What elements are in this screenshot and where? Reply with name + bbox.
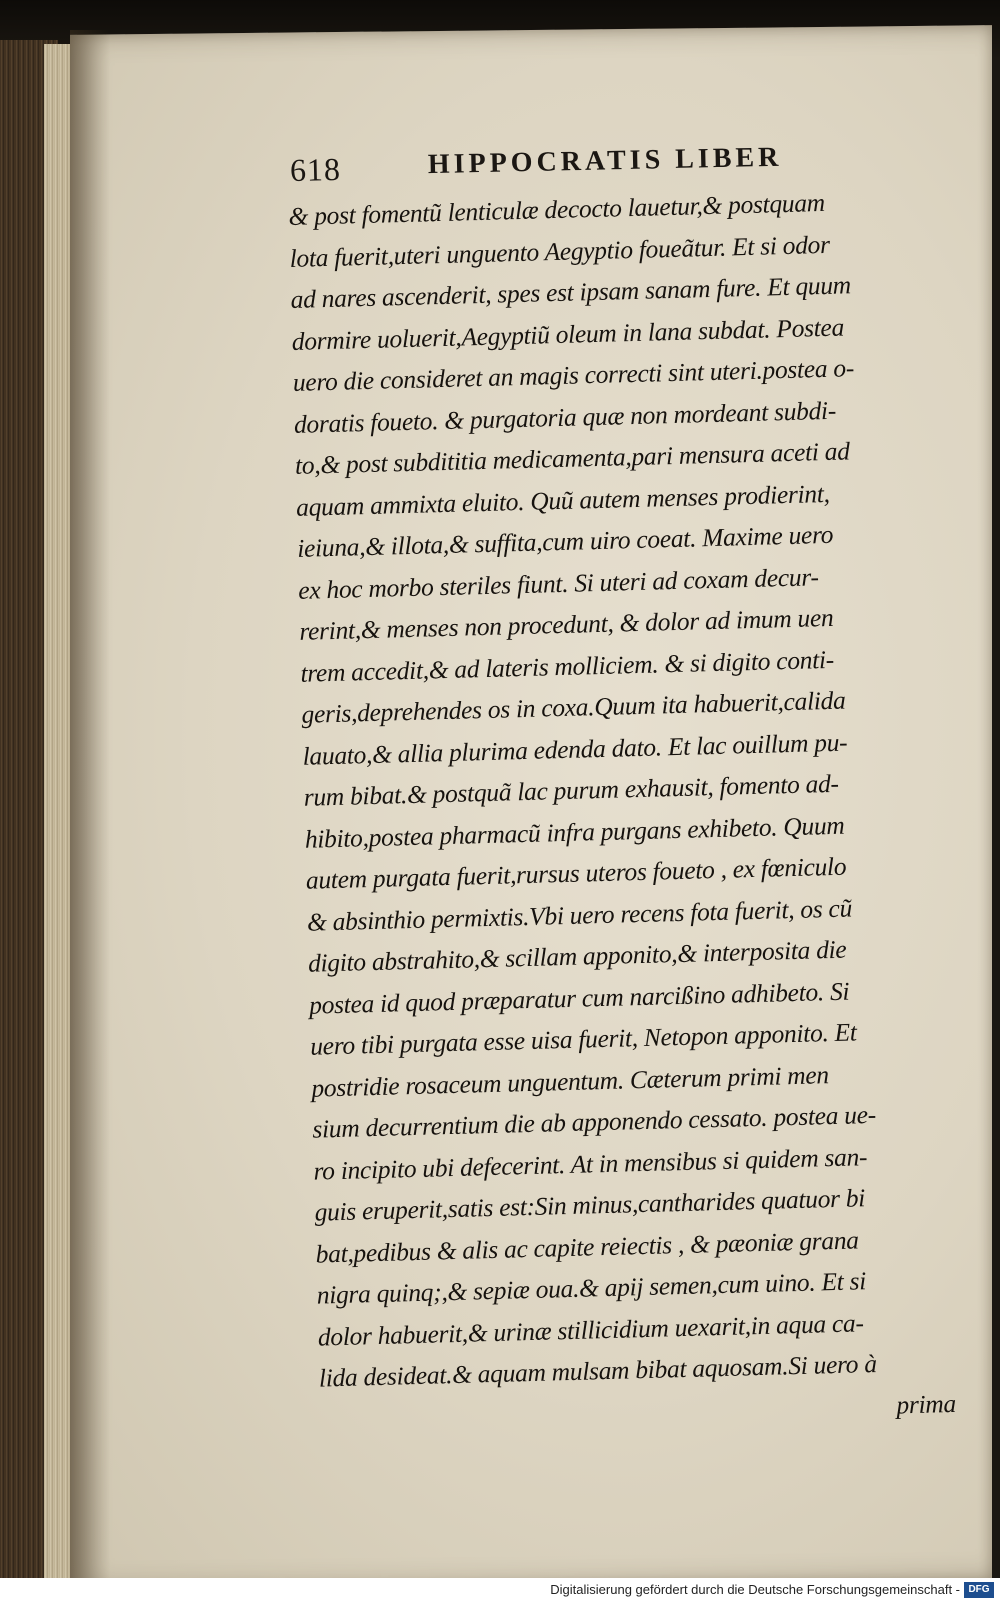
text-line: autem purgata fuerit,rursus uteros foueto , ex fœniculo xyxy=(305,851,847,895)
text-line: to,& post subdititia medicamenta,pari mensura aceti ad xyxy=(294,436,850,480)
dfg-logo: DFG xyxy=(964,1582,994,1598)
text-line: & absinthio permixtis.Vbi uero recens fota fuerit, os cũ xyxy=(306,892,853,937)
credit-strip xyxy=(0,1578,1000,1602)
text-line: guis eruperit,satis est:Sin minus,cantharides quatuor bi xyxy=(314,1183,866,1227)
text-line: uero die consideret an magis correcti sint uteri.postea o- xyxy=(292,353,855,397)
text-line: bat,pedibus & alis ac capite reiectis , & pæoniæ grana xyxy=(315,1224,859,1269)
text-line: digito abstrahito,& scillam apponito,& interposita die xyxy=(307,934,847,978)
text-line: dolor habuerit,& urinæ stillicidium uexarit,in aqua ca- xyxy=(317,1307,864,1352)
text-line: ieiuna,& illota,& suffita,cum uiro coeat. Maxime uero xyxy=(296,519,834,563)
text-line: sium decurrentium die ab apponendo cessato. postea ue- xyxy=(312,1099,877,1144)
text-line: doratis foueto. & purgatoria quæ non mordeant subdi- xyxy=(293,395,837,439)
catchword: prima xyxy=(896,1388,957,1419)
spine-shadow xyxy=(70,30,110,1585)
text-line: dormire uoluerit,Aegyptiũ oleum in lana subdat. Postea xyxy=(291,311,845,356)
text-line: & post fomentũ lenticulæ decocto lauetur,& postquam xyxy=(288,187,826,231)
running-head-title: HIPPOCRATIS LIBER xyxy=(427,141,783,181)
text-line: nigra quinq;,& sepiæ oua.& apij semen,cum uino. Et si xyxy=(316,1266,867,1310)
text-line: lauato,& allia plurima edenda dato. Et lac ouillum pu- xyxy=(302,727,848,771)
text-line: hibito,postea pharmacũ infra purgans exhibeto. Quum xyxy=(304,810,845,854)
body-text xyxy=(288,179,970,1441)
digitization-credit: Digitalisierung gefördert durch die Deutsche Forschungsgemeinschaft - xyxy=(550,1582,960,1597)
text-line: lida desideat.& aquam mulsam bibat aquosam.Si uero à xyxy=(318,1348,878,1393)
text-line: postridie rosaceum unguentum. Cæterum primi men xyxy=(310,1059,830,1103)
text-line: geris,deprehendes os in coxa.Quum ita habuerit,calida xyxy=(301,685,846,729)
text-line: ro incipito ubi defecerint. At in mensibus si quidem san- xyxy=(313,1141,868,1186)
text-line: postea id quod præparatur cum narcißino adhibeto. Si xyxy=(308,976,850,1020)
text-line: lota fuerit,uteri unguento Aegyptio foueãtur. Et si odor xyxy=(289,229,830,273)
text-line: rerint,& menses non procedunt, & dolor ad imum uen xyxy=(299,602,834,646)
text-line: rum bibat.& postquã lac purum exhausit, fomento ad- xyxy=(303,768,839,812)
text-line: ad nares ascenderit, spes est ipsam sanam fure. Et quum xyxy=(290,270,852,314)
text-line: uero tibi purgata esse uisa fuerit, Netopon apponito. Et xyxy=(309,1017,858,1061)
text-line: aquam ammixta eluito. Quũ autem menses prodierint, xyxy=(295,478,831,522)
text-line: trem accedit,& ad lateris molliciem. & si digito conti- xyxy=(300,644,835,688)
page-number: 618 xyxy=(289,150,342,188)
text-line: ex hoc morbo steriles fiunt. Si uteri ad coxam decur- xyxy=(297,561,819,605)
